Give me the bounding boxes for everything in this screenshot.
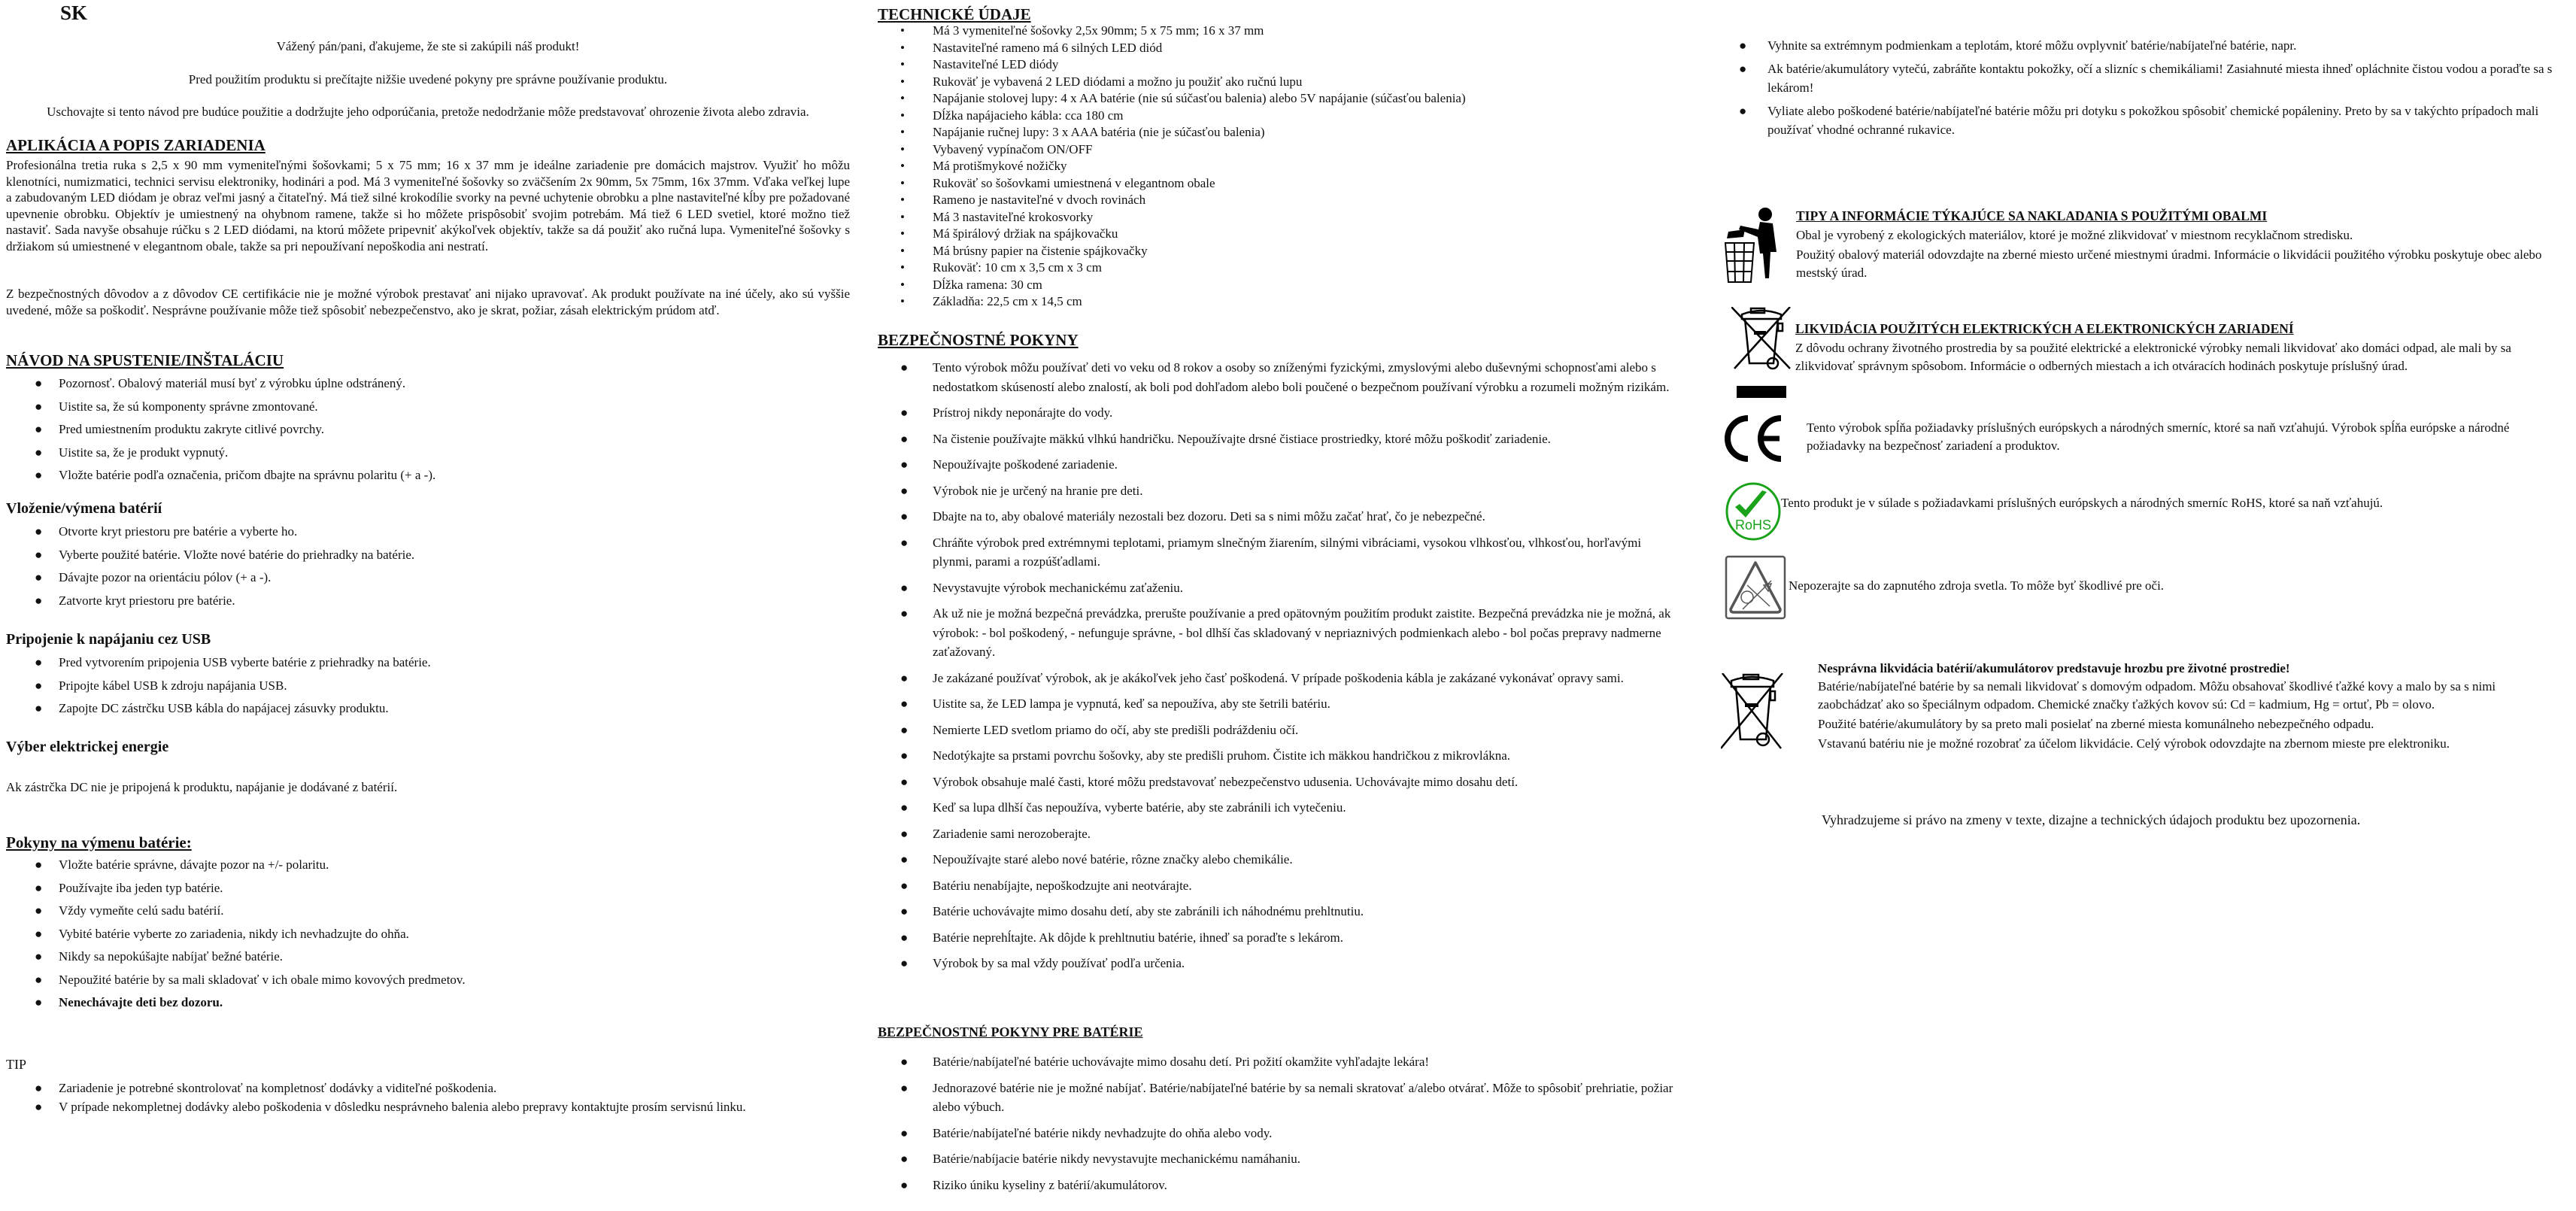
list-item: ● Výrobok nie je určený na hranie pre deti. — [878, 481, 1675, 501]
read-first-note: Pred použitím produktu si prečítajte nižšie uvedené pokyny pre správne používanie produktu. — [188, 72, 668, 86]
bullet-icon: ● — [35, 593, 43, 608]
usb-title: Pripojenie k napájaniu cez USB — [6, 631, 211, 648]
list-item: • Má špirálový držiak na spájkovačku — [900, 226, 1118, 241]
bullet-icon: ● — [900, 826, 909, 841]
application-paragraph-2: Z bezpečnostných dôvodov a z dôvodov CE certifikácie nie je možné výrobok prestavať ani nijako upravovať. Ak produkt používate na iné účely, ako sú vyššie uvedené, môže sa poškodiť. Nesprávne používanie môže tiež spôsobiť nebezpečenstvo, ako je skrat, požiar, zásah elektrickým prúdom atď. — [6, 287, 850, 317]
crossed-bin-icon — [1731, 307, 1792, 405]
bullet-icon: ● — [35, 972, 43, 987]
list-item: ● Výrobok by sa mal vždy používať podľa určenia. — [878, 954, 1675, 973]
battery-disposal-section — [1818, 660, 2555, 754]
list-item: ● Používajte iba jeden typ batérie. — [35, 880, 223, 895]
list-item: ● Batérie/nabíjacie batérie nikdy nevystavujte mechanickému namáhaniu. — [878, 1149, 1675, 1169]
battery-safety-title: BEZPEČNOSTNÉ POKYNY PRE BATÉRIE — [878, 1024, 1143, 1040]
bullet-icon: ● — [35, 547, 43, 562]
bullet-icon: ● — [900, 580, 909, 595]
bullet-icon: ● — [35, 678, 43, 693]
bullet-icon: • — [900, 91, 905, 105]
bullet-icon: ● — [900, 930, 909, 945]
safety-list — [878, 358, 1675, 980]
bullet-icon: ● — [1739, 104, 1747, 118]
list-item: • Má brúsny papier na čistenie spájkovačky — [900, 243, 1148, 258]
list-item: • Má 3 vymeniteľné šošovky 2,5x 90mm; 5 x 75 mm; 16 x 37 mm — [900, 23, 1264, 38]
bullet-icon: • — [900, 175, 905, 190]
bullet-icon: • — [900, 277, 905, 292]
battery-disposal-line-2: Použité batérie/akumulátory by sa preto mali posielať na zberné miesta komunálneho nebezpečného odpadu. — [1818, 717, 2374, 731]
list-item: ● Ak už nie je možná bezpečná prevádzka, prerušte používanie a pred opätovným použitím produkt zaistite. Bezpečná prevádzka nie je možná, ak výrobok: - bol poškodený, - nefunguje správne, - bol dlhší čas skladovaný v nepriaznivých podmienkach alebo - bol počas prepravy nadmerne zaťažovaný. — [878, 604, 1675, 662]
tip-title: TIP — [6, 1057, 26, 1072]
bullet-icon: ● — [900, 405, 909, 420]
packaging-title: TIPY A INFORMÁCIE TÝKAJÚCE SA NAKLADANIA S POUŽITÝMI OBALMI — [1796, 208, 2268, 223]
bullet-icon: ● — [1739, 62, 1747, 76]
bullet-icon: ● — [900, 1125, 909, 1140]
bullet-icon: ● — [35, 880, 43, 895]
list-item: ● Vybité batérie vyberte zo zariadenia, nikdy ich nevhadzujte do ohňa. — [35, 926, 409, 941]
safety-title: BEZPEČNOSTNÉ POKYNY — [878, 331, 1079, 349]
list-item: • Rukoväť je vybavená 2 LED diódami a možno ju použiť ako ručnú lupu — [900, 74, 1303, 89]
tip-list — [6, 1080, 746, 1118]
list-item: • Vybavený vypínačom ON/OFF — [900, 141, 1093, 156]
list-item: • Napájanie ručnej lupy: 3 x AAA batéria (nie je súčasťou balenia) — [900, 125, 1265, 139]
list-item: ● Je zakázané používať výrobok, ak je akákoľvek jeho časť poškodená. V prípade poškodenia kábla je zakázané vykonávať opravy sami. — [878, 669, 1675, 688]
list-item: ● Zatvorte kryt priestoru pre batérie. — [35, 593, 235, 608]
list-item: • Dĺžka ramena: 30 cm — [900, 277, 1042, 292]
power-select-text: Ak zástrčka DC nie je pripojená k produktu, napájanie je dodávané z batérií. — [6, 780, 398, 794]
battery-safety-list — [878, 1052, 1675, 1201]
bullet-icon: ● — [900, 509, 909, 524]
technical-list — [878, 23, 1466, 311]
bullet-icon: • — [900, 243, 905, 258]
litter-bin-icon — [1724, 207, 1784, 286]
list-item: ● Vyberte použité batérie. Vložte nové batérie do priehradky na batérie. — [35, 547, 415, 562]
weee-section — [1795, 320, 2555, 377]
list-item: ● Uistite sa, že sú komponenty správne zmontované. — [35, 399, 318, 414]
list-item: ● Nikdy sa nepokúšajte nabíjať bežné batérie. — [35, 949, 284, 964]
bullet-icon: ● — [900, 1177, 909, 1192]
bullet-icon: ● — [900, 483, 909, 498]
bullet-icon: • — [900, 40, 905, 55]
ce-text: Tento výrobok spĺňa požiadavky príslušných európskych a národných smerníc, ktoré sa naň vzťahujú. Výrobok spĺňa európske a národné požiadavky na bezpečnosť zariadení a produktov. — [1807, 420, 2510, 453]
bullet-icon: ● — [900, 697, 909, 711]
ce-section — [1807, 419, 2544, 457]
bullet-icon: ● — [35, 1100, 43, 1114]
list-item: ● Nepoužívajte poškodené zariadenie. — [878, 455, 1675, 475]
bullet-icon: • — [900, 260, 905, 275]
bullet-icon: • — [900, 125, 905, 139]
bullet-icon: ● — [35, 655, 43, 669]
bullet-icon: ● — [35, 926, 43, 941]
list-item: ● Pozornosť. Obalový materiál musí byť z výrobku úplne odstránený. — [35, 376, 406, 390]
list-item: ● Dbajte na to, aby obalové materiály nezostali bez dozoru. Deti sa s nimi môžu začať hrať, čo je nebezpečné. — [878, 507, 1675, 527]
battery-disposal-line-3: Vstavanú batériu nie je možné rozobrať za účelom likvidácie. Celý výrobok odovzdajte na zbernom mieste pre elektroniku. — [1818, 736, 2450, 751]
bullet-icon: ● — [900, 956, 909, 970]
list-item: • Napájanie stolovej lupy: 4 x AA batérie (nie sú súčasťou balenia) alebo 5V napájanie (súčasťou balenia) — [900, 91, 1466, 105]
power-select-title: Výber elektrickej energie — [6, 739, 169, 755]
bullet-icon: ● — [900, 774, 909, 789]
list-item: ● Vložte batérie podľa označenia, pričom dbajte na správnu polaritu (+ a -). — [35, 468, 436, 482]
bullet-icon: ● — [900, 360, 909, 375]
rohs-label: RoHS — [1734, 517, 1772, 533]
bullet-icon: ● — [900, 606, 909, 621]
bullet-icon: • — [900, 108, 905, 123]
bullet-icon: ● — [900, 1080, 909, 1095]
bullet-icon: • — [900, 57, 905, 71]
list-item: ● Batérie/nabíjateľné batérie uchovávajte mimo dosahu detí. Pri požití okamžite vyhľadajte lekára! — [878, 1052, 1675, 1072]
keep-manual-note: Uschovajte si tento návod pre budúce použitie a dodržujte jeho odporúčania, pretože nedodržanie môže predstavovať ohrozenie života alebo zdravia. — [47, 105, 809, 119]
ce-mark-icon — [1724, 415, 1784, 462]
list-item: ● Chráňte výrobok pred extrémnymi teplotami, priamym slnečným žiarením, silnými vibráciami, vysokou vlhkosťou, vlhkosťou, horľavými plynmi, parami a rozpúšťadlami. — [878, 533, 1675, 572]
list-item: • Nastaviteľné rameno má 6 silných LED diód — [900, 40, 1163, 55]
usb-list — [6, 654, 431, 724]
list-item: • Rukoväť: 10 cm x 3,5 cm x 3 cm — [900, 260, 1102, 275]
packaging-section — [1796, 207, 2556, 284]
list-item: ● Uistite sa, že LED lampa je vypnutá, keď sa nepoužíva, aby ste šetrili batériu. — [878, 694, 1675, 714]
list-item: • Nastaviteľné LED diódy — [900, 57, 1059, 71]
bullet-icon: ● — [35, 1081, 43, 1095]
bullet-icon: ● — [900, 1055, 909, 1069]
bullet-icon: • — [900, 141, 905, 156]
list-item: ● Batérie neprehĺtajte. Ak dôjde k prehltnutiu batérie, ihneď sa poraďte s lekárom. — [878, 928, 1675, 948]
list-item: • Základňa: 22,5 cm x 14,5 cm — [900, 294, 1082, 308]
list-item: ● Batérie/nabíjateľné batérie nikdy nevhadzujte do ohňa alebo vody. — [878, 1124, 1675, 1143]
list-item: ● Batériu nenabíjajte, nepoškodzujte ani neotvárajte. — [878, 876, 1675, 896]
packaging-line-1: Obal je vyrobený z ekologických materiálov, ktoré je možné zlikvidovať v miestnom recyklačnom stredisku. — [1796, 228, 2353, 242]
list-item: ● Vyhnite sa extrémnym podmienkam a teplotám, ktoré môžu ovplyvniť batérie/nabíjateľné batérie, napr. — [1722, 36, 2557, 55]
rohs-text: Tento produkt je v súlade s požiadavkami príslušných európskych a národných smerníc RoHS, ktoré sa naň vzťahujú. — [1781, 496, 2383, 510]
bullet-icon: ● — [35, 701, 43, 715]
bullet-icon: • — [900, 193, 905, 207]
list-item: ● Otvorte kryt priestoru pre batérie a vyberte ho. — [35, 524, 298, 539]
list-item: • Dĺžka napájacieho kábla: cca 180 cm — [900, 108, 1124, 123]
list-item: ● Keď sa lupa dlhší čas nepoužíva, vyberte batérie, aby ste zabránili ich vytečeniu. — [878, 798, 1675, 818]
list-item: ● Uistite sa, že je produkt vypnutý. — [35, 445, 229, 460]
bullet-icon: ● — [900, 431, 909, 446]
list-item: ● Ak batérie/akumulátory vytečú, zabráňte kontaktu pokožky, očí a slizníc s chemikáliami! Zasiahnuté miesta ihneď opláchnite čistou vodou a poraďte sa s lekárom! — [1722, 59, 2557, 97]
bullet-icon: ● — [900, 904, 909, 918]
list-item: • Má 3 nastaviteľné krokosvorky — [900, 209, 1094, 224]
bullet-icon: ● — [35, 995, 43, 1009]
bullet-icon: • — [900, 23, 905, 38]
bullet-icon: ● — [900, 670, 909, 685]
battery-insert-title: Vloženie/výmena batérií — [6, 500, 162, 517]
bullet-icon: ● — [900, 800, 909, 815]
technical-title: TECHNICKÉ ÚDAJE — [878, 5, 1031, 23]
bullet-icon: ● — [35, 524, 43, 539]
greeting: Vážený pán/pani, ďakujeme, že ste si zakúpili náš produkt! — [276, 39, 580, 53]
list-item: ● Nepoužité batérie by sa mali skladovať v ich obale mimo kovových predmetov. — [35, 972, 466, 987]
bullet-icon: • — [900, 74, 905, 89]
battery-disposal-line-1: Batérie/nabíjateľné batérie by sa nemali likvidovať s domovým odpadom. Môžu obsahovať škodlivé ťažké kovy a malo by sa s nimi zaobchádzať ako so špeciálnym odpadom. Chemické značky ťažkých kovov sú: Cd = kadmium, Hg = ortuť, Pb = olovo. — [1818, 679, 2496, 712]
bullet-icon: ● — [35, 857, 43, 872]
list-item: ● Dávajte pozor na orientáciu pólov (+ a -). — [35, 570, 272, 584]
bullet-icon: ● — [35, 949, 43, 964]
bullet-icon: ● — [35, 570, 43, 584]
bullet-icon: ● — [900, 1152, 909, 1166]
weee-title: LIKVIDÁCIA POUŽITÝCH ELEKTRICKÝCH A ELEKTRONICKÝCH ZARIADENÍ — [1795, 321, 2294, 336]
list-item: ● Nedotýkajte sa prstami povrchu šošovky, aby ste predišli pruhom. Čistite ich mäkkou handričkou z mikrovlákna. — [878, 746, 1675, 766]
battery-replace-list — [6, 857, 466, 1018]
bullet-icon: ● — [1739, 38, 1747, 53]
bullet-icon: ● — [900, 457, 909, 472]
application-paragraph-1: Profesionálna tretia ruka s 2,5 x 90 mm vymeniteľnými šošovkami; 5 x 75 mm; 16 x 37 mm je ideálne zariadenie pre domácich majstrov. Využiť ho môžu klenotníci, numizmatici, technici servisu elektroniky, hodinári a pod. Má 3 vymeniteľné šošovky so zväčšením 2x 90mm, 5x 75mm, 16x 37mm. Vďaka veľkej lupe a zabudovaným LED diódam je obraz veľmi jasný a čitateľný. Má tiež silné krokodílie svorky na pevné uchytenie obrobku a plne nastaviteľné kĺby pre požadované upevnenie obrobku. Objektív je umiestnený na ohybnom ramene, takže si ho môžete prispôsobiť svojim potrebám. Má tiež 6 LED svetiel, ktoré možno tiež nastaviť. Sada navyše obsahuje rúčku s 2 LED diódami, na ktorú môžete pripevniť akýkoľvek objektív, takže sa dá použiť ako ručná lupa. Vymeniteľné šošovky s držiakom sú umiestnené v elegantnom obale, takže sa pri nepoužívaní nepoškodia ani nestratí. — [6, 158, 850, 253]
list-item: ● Zariadenie sami nerozoberajte. — [878, 824, 1675, 844]
bullet-icon: ● — [900, 535, 909, 550]
crossed-bin-battery-icon — [1721, 673, 1786, 752]
battery-disposal-title: Nesprávna likvidácia batérií/akumulátorov predstavuje hrozbu pre životné prostredie! — [1818, 661, 2290, 675]
list-item: ● Na čistenie používajte mäkkú vlhkú handričku. Nepoužívajte drsné čistiace prostriedky, ktoré môžu poškodiť zariadenie. — [878, 429, 1675, 449]
list-item: ● Vždy vymeňte celú sadu batérií. — [35, 903, 224, 918]
bullet-icon: ● — [900, 852, 909, 867]
battery-safety-continued-list — [1722, 36, 2557, 144]
disclaimer: Vyhradzujeme si právo na zmeny v texte, dizajne a technických údajoch produktu bez upozornenia. — [1822, 812, 2361, 827]
list-item: ● Vyliate alebo poškodené batérie/nabíjateľné batérie môžu pri dotyku s pokožkou spôsobiť chemické popáleniny. Preto by sa v takýchto prípadoch mali používať vhodné ochranné rukavice. — [1722, 102, 2557, 139]
light-warning-text: Nepozerajte sa do zapnutého zdroja svetla. To môže byť škodlivé pre oči. — [1789, 578, 2165, 593]
list-item: ● Zariadenie je potrebné skontrolovať na kompletnosť dodávky a viditeľné poškodenia. — [35, 1081, 497, 1095]
list-item: ● Pred vytvorením pripojenia USB vyberte batérie z priehradky na batérie. — [35, 655, 431, 669]
list-item: • Rameno je nastaviteľné v dvoch rovinách — [900, 193, 1146, 207]
bullet-icon: ● — [900, 722, 909, 737]
application-title: APLIKÁCIA A POPIS ZARIADENIA — [6, 136, 265, 154]
list-item: ● Vložte batérie správne, dávajte pozor na +/- polaritu. — [35, 857, 329, 872]
list-item: • Rukoväť so šošovkami umiestnená v elegantnom obale — [900, 175, 1215, 190]
bullet-icon: ● — [35, 376, 43, 390]
bullet-icon: ● — [35, 422, 43, 436]
startup-list — [6, 375, 435, 490]
startup-title: NÁVOD NA SPUSTENIE/INŠTALÁCIU — [6, 351, 284, 369]
bullet-icon: • — [900, 209, 905, 224]
rohs-section — [1781, 494, 2556, 514]
battery-replace-title: Pokyny na výmenu batérie: — [6, 833, 192, 851]
rohs-icon — [1725, 481, 1782, 542]
list-item: ● Nemierte LED svetlom priamo do očí, aby ste predišli podráždeniu očí. — [878, 721, 1675, 740]
bullet-icon: ● — [900, 878, 909, 893]
bullet-icon: • — [900, 226, 905, 241]
list-item: ● Zapojte DC zástrčku USB kábla do napájacej zásuvky produktu. — [35, 701, 389, 715]
list-item: ● Nenechávajte deti bez dozoru. — [35, 995, 223, 1009]
list-item: ● Prístroj nikdy neponárajte do vody. — [878, 403, 1675, 423]
list-item: ● Pred umiestnením produktu zakryte citlivé povrchy. — [35, 422, 324, 436]
list-item: ● Nepoužívajte staré alebo nové batérie, rôzne značky alebo chemikálie. — [878, 850, 1675, 870]
bullet-icon: • — [900, 294, 905, 308]
list-item: ● Nevystavujte výrobok mechanickému zaťaženiu. — [878, 578, 1675, 598]
list-item: ● Pripojte kábel USB k zdroju napájania USB. — [35, 678, 287, 693]
bullet-icon: ● — [35, 445, 43, 460]
light-warning-section — [1789, 577, 2541, 596]
list-item: • Má protišmykové nožičky — [900, 159, 1067, 173]
bullet-icon: ● — [900, 748, 909, 763]
list-item: ● Výrobok obsahuje malé časti, ktoré môžu predstavovať nebezpečenstvo udusenia. Uchovávajte mimo dosahu detí. — [878, 772, 1675, 792]
bullet-icon: ● — [35, 399, 43, 414]
bullet-icon: • — [900, 159, 905, 173]
bullet-icon: ● — [35, 903, 43, 918]
bullet-icon: ● — [35, 468, 43, 482]
list-item: ● Batérie uchovávajte mimo dosahu detí, aby ste zabránili ich náhodnému prehltnutiu. — [878, 902, 1675, 921]
weee-text: Z dôvodu ochrany životného prostredia by sa použité elektrické a elektronické výrobky nemali likvidovať ako domáci odpad, ale mali by sa zlikvidovať správnym spôsobom. Informácie o odberných miestach a ich otváracích hodinách poskytuje príslušný úrad. — [1795, 341, 2511, 373]
language-code: SK — [60, 2, 88, 24]
list-item: ● Riziko úniku kyseliny z batérií/akumulátorov. — [878, 1176, 1675, 1195]
list-item: ● Tento výrobok môžu používať deti vo veku od 8 rokov a osoby so zníženými fyzickými, zmyslovými alebo duševnými schopnosťami alebo s nedostatkom skúseností alebo znalostí, ak boli pod dohľadom alebo boli poučené o bezpečnom používaní výrobku a rozumeli možným rizikám. — [878, 358, 1675, 396]
packaging-line-2: Použitý obalový materiál odovzdajte na zberné miesto určené miestnymi úradmi. Informácie o likvidácii použitého výrobku poskytuje obec alebo mestský úrad. — [1796, 247, 2542, 280]
light-warning-icon — [1725, 555, 1786, 620]
list-item: ● V prípade nekompletnej dodávky alebo poškodenia v dôsledku nesprávneho balenia alebo prepravy kontaktujte prosím servisnú linku. — [35, 1100, 746, 1114]
list-item: ● Jednorazové batérie nie je možné nabíjať. Batérie/nabíjateľné batérie by sa nemali skratovať a/alebo otvárať. Môže to spôsobiť prehriatie, požiar alebo výbuch. — [878, 1079, 1675, 1117]
battery-insert-list — [6, 524, 414, 615]
